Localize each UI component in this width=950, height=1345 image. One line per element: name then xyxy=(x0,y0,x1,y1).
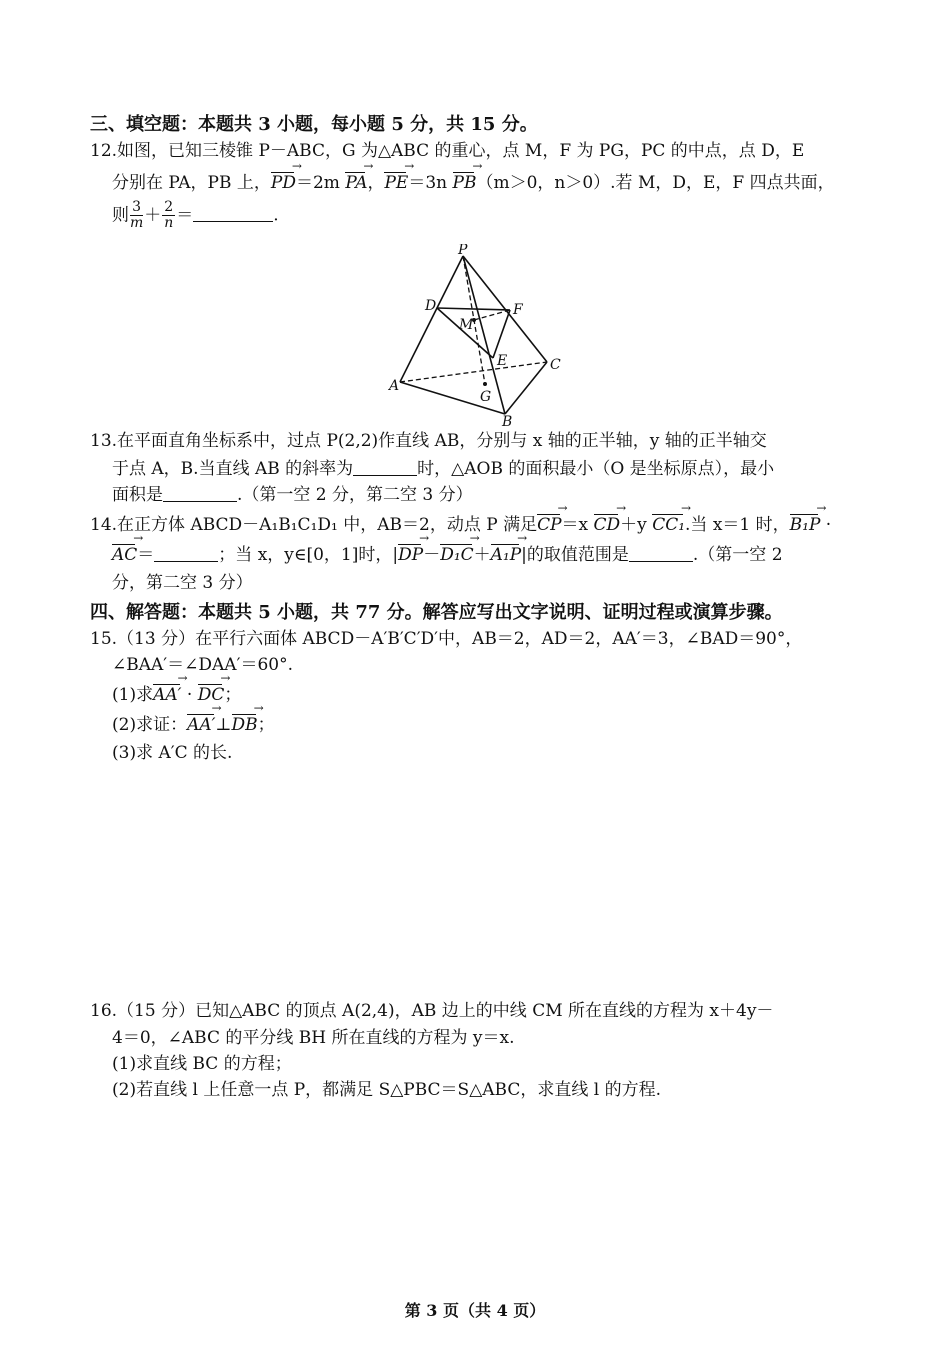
vector-AA-prime: AA′ → xyxy=(153,682,181,709)
q12-text: ＝ xyxy=(176,205,194,226)
q13-line-2 xyxy=(112,456,882,483)
vector-DB: DB → xyxy=(232,712,258,739)
segment-EF xyxy=(493,310,510,358)
vector-PD: PD → xyxy=(271,170,296,197)
edge-PA xyxy=(400,256,463,382)
label-E: E xyxy=(497,353,508,369)
label-D: D xyxy=(425,298,437,314)
label-C: C xyxy=(550,357,561,373)
q12-text: （m＞0，n＞0）.若 M，D，E，F 四点共面， xyxy=(476,173,835,193)
q12-text: ＝3n xyxy=(408,173,448,193)
q14-text: 14.在正方体 ABCD－A₁B₁C₁D₁ 中，AB＝2，动点 P 满足 xyxy=(90,515,538,535)
page-footer: 第 3 页（共 4 页） xyxy=(404,1301,546,1320)
q14-text: .（第一空 2 xyxy=(692,545,783,565)
vector-PE: PE → xyxy=(384,170,408,197)
section-3-heading: 三、填空题：本题共 3 小题，每小题 5 分，共 15 分。 xyxy=(90,114,538,135)
q14-text: ＝ xyxy=(137,545,155,565)
q12-text: ， xyxy=(367,173,385,193)
segment-DF xyxy=(437,308,510,310)
q13-line-3 xyxy=(112,482,882,509)
fraction-denominator: n xyxy=(164,215,174,232)
q12-text: ＋ xyxy=(144,205,162,226)
vector-PA: PA → xyxy=(345,170,367,197)
q13-text: 于点 A，B.当直线 AB 的斜率为 xyxy=(112,459,354,479)
q14-line-3: 分，第二空 3 分） xyxy=(112,573,253,593)
label-P: P xyxy=(458,244,468,258)
edge-BC xyxy=(505,362,547,414)
q14-text: － xyxy=(423,545,441,565)
q16-part-1: (1)求直线 BC 的方程； xyxy=(112,1054,292,1074)
q12-text: 则 xyxy=(112,205,129,226)
vector-AC: AC → xyxy=(112,542,137,569)
q14-text: ＋y xyxy=(620,515,647,535)
label-G: G xyxy=(480,389,492,405)
q14-text: |的取值范围是 xyxy=(521,545,629,565)
segment-DE xyxy=(437,308,493,358)
q15-text: ； xyxy=(224,685,242,705)
q14-text: .当 x＝1 时， xyxy=(685,515,790,535)
fraction-numerator: 2 xyxy=(164,199,174,215)
vector-B1P: B₁P → xyxy=(790,512,821,539)
q13-line-1: 13.在平面直角坐标系中，过点 P(2,2)作直线 AB，分别与 x 轴的正半轴，y 轴的正半轴交 xyxy=(90,431,767,451)
edge-AC-hidden xyxy=(400,362,547,382)
answer-blank xyxy=(163,484,237,502)
q12-text: ＝2m xyxy=(295,173,340,193)
section-4-heading: 四、解答题：本题共 5 小题，共 77 分。解答应写出文字说明、证明过程或演算步骤。 xyxy=(90,602,783,623)
fraction-3-over-m xyxy=(130,200,143,232)
label-F: F xyxy=(513,302,523,318)
answer-blank xyxy=(193,204,273,222)
q14-text: ＋ xyxy=(473,545,491,565)
vector-D1C: D₁C → xyxy=(440,542,473,569)
vector-AA-prime: AA′ → xyxy=(187,712,215,739)
answer-blank xyxy=(154,544,218,562)
label-M: M xyxy=(459,317,474,333)
vector-A1P: A₁P → xyxy=(491,542,522,569)
q15-line-2: ∠BAA′＝∠DAA′＝60°. xyxy=(112,655,293,675)
q13-text: .（第一空 2 分，第二空 3 分） xyxy=(237,485,473,505)
answer-blank xyxy=(353,458,417,476)
vector-CD: CD → xyxy=(594,512,621,539)
q12-text: . xyxy=(273,205,279,226)
q15-text: ⊥ xyxy=(215,715,232,735)
q16-part-2: (2)若直线 l 上任意一点 P，都满足 S△PBC＝S△ABC，求直线 l 的方程. xyxy=(112,1080,662,1100)
q12-line-1: 12.如图，已知三棱锥 P－ABC，G 为△ABC 的重心，点 M，F 为 PG，PC 的中点，点 D，E xyxy=(90,141,805,161)
tetrahedron-figure xyxy=(385,244,575,429)
q15-line-1: 15.（13 分）在平行六面体 ABCD－A′B′C′D′中，AB＝2，AD＝2，AA′＝3，∠BAD＝90°， xyxy=(90,629,803,649)
vector-DC: DC → xyxy=(198,682,225,709)
point-G xyxy=(483,382,487,386)
q15-part-2 xyxy=(112,712,882,739)
answer-blank xyxy=(629,544,693,562)
q15-text: (2)求证： xyxy=(112,715,188,735)
label-A: A xyxy=(389,378,400,394)
q15-part-3: (3)求 A′C 的长. xyxy=(112,743,233,763)
q14-text: ＝x xyxy=(561,515,589,535)
q14-text: ；当 x，y∈[0，1]时，| xyxy=(218,545,399,565)
vector-DP: DP → xyxy=(398,542,423,569)
fraction-numerator: 3 xyxy=(130,200,143,216)
q13-text: 面积是 xyxy=(112,485,163,505)
q15-text: (1)求 xyxy=(112,685,154,705)
fraction-denominator: m xyxy=(130,215,144,232)
q12-text: 分别在 PA，PB 上， xyxy=(112,173,271,193)
q14-line-2 xyxy=(112,542,882,569)
q16-line-2: 4＝0，∠ABC 的平分线 BH 所在直线的方程为 y＝x. xyxy=(112,1028,515,1048)
vector-PB: PB → xyxy=(453,170,477,197)
label-B: B xyxy=(502,414,513,429)
fraction-2-over-n xyxy=(162,200,175,232)
q13-text: 时，△AOB 的面积最小（O 是坐标原点），最小 xyxy=(417,459,775,479)
vector-CC1: CC₁ → xyxy=(652,512,685,539)
vector-CP: CP → xyxy=(537,512,561,539)
q12-line-3 xyxy=(112,200,882,232)
q12-line-2 xyxy=(112,170,882,197)
q14-text: · xyxy=(820,515,832,535)
q16-line-1: 16.（15 分）已知△ABC 的顶点 A(2,4)，AB 边上的中线 CM 所在直线的方程为 x＋4y－ xyxy=(90,1001,774,1021)
q15-text: ； xyxy=(257,715,275,735)
q15-text: · xyxy=(181,685,198,705)
q15-part-1 xyxy=(112,682,882,709)
